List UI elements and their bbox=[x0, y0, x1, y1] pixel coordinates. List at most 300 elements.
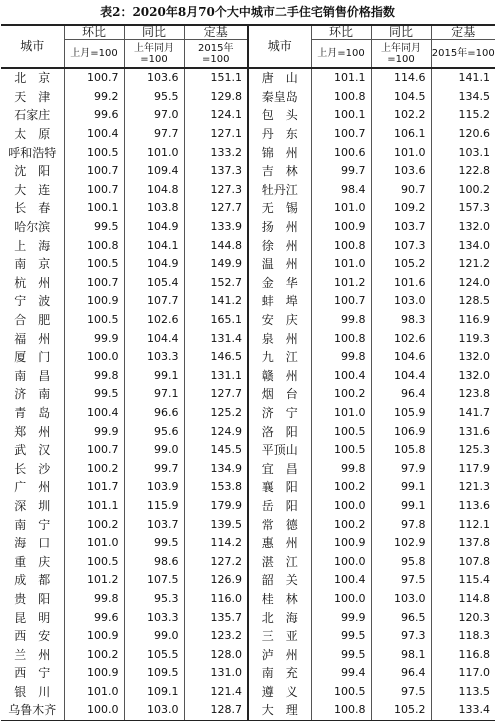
table-row bbox=[1, 404, 495, 423]
yoy-cell: 101.6 bbox=[371, 274, 431, 293]
yoy-cell: 103.3 bbox=[124, 348, 184, 367]
base-cell: 113.5 bbox=[431, 683, 495, 702]
yoy-cell: 109.4 bbox=[124, 162, 184, 181]
yoy-cell: 105.2 bbox=[371, 255, 431, 274]
yoy-cell: 97.7 bbox=[124, 125, 184, 144]
subheader-base-left: 2015年=100 bbox=[184, 40, 248, 69]
yoy-cell: 98.6 bbox=[124, 552, 184, 571]
city-cell: 贵 阳 bbox=[14, 591, 51, 606]
city-cell: 石家庄 bbox=[14, 108, 51, 123]
mom-cell: 100.5 bbox=[64, 143, 124, 162]
city-cell: 烟 台 bbox=[248, 385, 311, 404]
header-city-left: 城市 bbox=[20, 39, 45, 53]
city-cell: 长 沙 bbox=[14, 461, 51, 476]
base-cell: 100.2 bbox=[431, 181, 495, 200]
yoy-cell: 102.6 bbox=[371, 329, 431, 348]
table-row bbox=[1, 552, 495, 571]
table-row bbox=[1, 255, 495, 274]
mom-cell: 100.0 bbox=[311, 497, 371, 516]
base-cell: 134.9 bbox=[184, 459, 248, 478]
city-cell: 重 庆 bbox=[14, 554, 51, 569]
base-cell: 128.7 bbox=[184, 701, 248, 720]
base-cell: 133.2 bbox=[184, 143, 248, 162]
base-cell: 107.8 bbox=[431, 552, 495, 571]
header-mom-left: 环比 bbox=[64, 25, 124, 40]
table-row bbox=[1, 88, 495, 107]
yoy-cell: 104.9 bbox=[124, 255, 184, 274]
yoy-cell: 99.7 bbox=[124, 459, 184, 478]
mom-cell: 99.9 bbox=[311, 608, 371, 627]
yoy-cell: 98.1 bbox=[371, 645, 431, 664]
table-row bbox=[1, 422, 495, 441]
yoy-cell: 95.3 bbox=[124, 590, 184, 609]
yoy-cell: 105.9 bbox=[371, 404, 431, 423]
yoy-cell: 96.4 bbox=[371, 664, 431, 683]
table-row bbox=[1, 571, 495, 590]
city-cell: 长 春 bbox=[14, 201, 51, 216]
base-cell: 114.2 bbox=[184, 534, 248, 553]
yoy-cell: 95.5 bbox=[124, 88, 184, 107]
base-cell: 115.4 bbox=[431, 571, 495, 590]
city-cell: 北 京 bbox=[14, 71, 51, 86]
table-row bbox=[1, 683, 495, 702]
city-cell: 九 江 bbox=[248, 348, 311, 367]
mom-cell: 100.4 bbox=[311, 367, 371, 386]
mom-cell: 99.6 bbox=[64, 608, 124, 627]
mom-cell: 100.2 bbox=[64, 645, 124, 664]
base-cell: 125.2 bbox=[184, 404, 248, 423]
yoy-cell: 102.2 bbox=[371, 106, 431, 125]
mom-cell: 100.5 bbox=[64, 311, 124, 330]
city-cell: 锦 州 bbox=[248, 143, 311, 162]
table-row bbox=[1, 478, 495, 497]
yoy-cell: 103.8 bbox=[124, 199, 184, 218]
mom-cell: 99.7 bbox=[311, 162, 371, 181]
base-cell: 121.4 bbox=[184, 683, 248, 702]
mom-cell: 100.4 bbox=[64, 404, 124, 423]
mom-cell: 99.8 bbox=[311, 311, 371, 330]
base-cell: 128.5 bbox=[431, 292, 495, 311]
mom-cell: 100.9 bbox=[311, 218, 371, 237]
yoy-cell: 107.7 bbox=[124, 292, 184, 311]
yoy-cell: 104.4 bbox=[371, 367, 431, 386]
yoy-cell: 103.7 bbox=[371, 218, 431, 237]
base-cell: 121.2 bbox=[431, 255, 495, 274]
city-cell: 兰 州 bbox=[14, 647, 51, 662]
city-cell: 西 安 bbox=[14, 629, 51, 644]
yoy-cell: 99.1 bbox=[124, 367, 184, 386]
city-cell: 岳 阳 bbox=[248, 497, 311, 516]
mom-cell: 100.8 bbox=[64, 236, 124, 255]
mom-cell: 100.9 bbox=[64, 627, 124, 646]
city-cell: 天 津 bbox=[14, 89, 51, 104]
mom-cell: 100.7 bbox=[311, 292, 371, 311]
base-cell: 141.1 bbox=[431, 68, 495, 88]
mom-cell: 100.8 bbox=[311, 701, 371, 720]
table-row bbox=[1, 701, 495, 720]
base-cell: 144.8 bbox=[184, 236, 248, 255]
mom-cell: 100.2 bbox=[64, 459, 124, 478]
yoy-cell: 103.0 bbox=[371, 292, 431, 311]
mom-cell: 101.2 bbox=[311, 274, 371, 293]
mom-cell: 99.5 bbox=[311, 627, 371, 646]
yoy-cell: 97.3 bbox=[371, 627, 431, 646]
base-cell: 135.7 bbox=[184, 608, 248, 627]
mom-cell: 100.8 bbox=[311, 329, 371, 348]
base-cell: 127.1 bbox=[184, 125, 248, 144]
mom-cell: 98.4 bbox=[311, 181, 371, 200]
city-cell: 牡丹江 bbox=[248, 181, 311, 200]
header-mom-right: 环比 bbox=[311, 25, 371, 40]
city-cell: 桂 林 bbox=[248, 590, 311, 609]
base-cell: 122.8 bbox=[431, 162, 495, 181]
subheader-mom-left: 上月=100 bbox=[64, 40, 124, 69]
city-cell: 赣 州 bbox=[248, 367, 311, 386]
city-cell: 大 理 bbox=[248, 701, 311, 720]
mom-cell: 100.4 bbox=[311, 571, 371, 590]
yoy-cell: 101.0 bbox=[371, 143, 431, 162]
base-cell: 129.8 bbox=[184, 88, 248, 107]
mom-cell: 100.9 bbox=[311, 534, 371, 553]
city-cell: 厦 门 bbox=[14, 350, 51, 365]
base-cell: 117.0 bbox=[431, 664, 495, 683]
base-cell: 127.2 bbox=[184, 552, 248, 571]
city-cell: 福 州 bbox=[14, 331, 51, 346]
mom-cell: 101.0 bbox=[311, 255, 371, 274]
table-title: 表2：2020年8月70个大中城市二手住宅销售价格指数 bbox=[100, 5, 395, 19]
base-cell: 127.7 bbox=[184, 385, 248, 404]
mom-cell: 100.5 bbox=[311, 441, 371, 460]
yoy-cell: 97.9 bbox=[371, 459, 431, 478]
city-cell: 宜 昌 bbox=[248, 459, 311, 478]
city-cell: 秦皇岛 bbox=[248, 88, 311, 107]
base-cell: 139.5 bbox=[184, 515, 248, 534]
yoy-cell: 102.9 bbox=[371, 534, 431, 553]
table-row bbox=[1, 441, 495, 460]
city-cell: 洛 阳 bbox=[248, 422, 311, 441]
city-cell: 湛 江 bbox=[248, 552, 311, 571]
table-row bbox=[1, 645, 495, 664]
base-cell: 145.5 bbox=[184, 441, 248, 460]
mom-cell: 100.2 bbox=[311, 385, 371, 404]
header-yoy-left: 同比 bbox=[124, 25, 184, 40]
table-row bbox=[1, 329, 495, 348]
mom-cell: 100.7 bbox=[311, 125, 371, 144]
yoy-cell: 103.9 bbox=[124, 478, 184, 497]
mom-cell: 101.0 bbox=[64, 683, 124, 702]
city-cell: 杭 州 bbox=[14, 275, 51, 290]
city-cell: 南 宁 bbox=[14, 517, 51, 532]
yoy-cell: 109.1 bbox=[124, 683, 184, 702]
base-cell: 153.8 bbox=[184, 478, 248, 497]
mom-cell: 100.7 bbox=[64, 441, 124, 460]
table-row bbox=[1, 311, 495, 330]
yoy-cell: 106.1 bbox=[371, 125, 431, 144]
city-cell: 太 原 bbox=[14, 127, 51, 142]
yoy-cell: 114.6 bbox=[371, 68, 431, 88]
mom-cell: 100.1 bbox=[311, 106, 371, 125]
city-cell: 南 昌 bbox=[14, 368, 51, 383]
city-cell: 唐 山 bbox=[248, 68, 311, 88]
city-cell: 乌鲁木齐 bbox=[1, 701, 64, 720]
city-cell: 吉 林 bbox=[248, 162, 311, 181]
mom-cell: 101.0 bbox=[64, 534, 124, 553]
base-cell: 119.3 bbox=[431, 329, 495, 348]
yoy-cell: 105.4 bbox=[124, 274, 184, 293]
base-cell: 123.2 bbox=[184, 627, 248, 646]
mom-cell: 100.0 bbox=[64, 701, 124, 720]
city-cell: 西 宁 bbox=[14, 666, 51, 681]
base-cell: 126.9 bbox=[184, 571, 248, 590]
table-row bbox=[1, 292, 495, 311]
city-cell: 扬 州 bbox=[248, 218, 311, 237]
base-cell: 116.0 bbox=[184, 590, 248, 609]
yoy-cell: 99.0 bbox=[124, 627, 184, 646]
yoy-cell: 97.8 bbox=[371, 515, 431, 534]
mom-cell: 99.9 bbox=[64, 329, 124, 348]
base-cell: 141.7 bbox=[431, 404, 495, 423]
yoy-cell: 95.8 bbox=[371, 552, 431, 571]
table-row bbox=[1, 181, 495, 200]
base-cell: 131.4 bbox=[184, 329, 248, 348]
base-cell: 125.3 bbox=[431, 441, 495, 460]
city-cell: 哈尔滨 bbox=[14, 220, 51, 235]
mom-cell: 100.2 bbox=[64, 515, 124, 534]
base-cell: 128.0 bbox=[184, 645, 248, 664]
base-cell: 157.3 bbox=[431, 199, 495, 218]
yoy-cell: 115.9 bbox=[124, 497, 184, 516]
base-cell: 114.8 bbox=[431, 590, 495, 609]
city-cell: 昆 明 bbox=[14, 610, 51, 625]
table-row bbox=[1, 627, 495, 646]
city-cell: 无 锡 bbox=[248, 199, 311, 218]
mom-cell: 101.1 bbox=[64, 497, 124, 516]
base-cell: 127.7 bbox=[184, 199, 248, 218]
mom-cell: 100.0 bbox=[64, 348, 124, 367]
table-row bbox=[1, 199, 495, 218]
mom-cell: 100.8 bbox=[311, 88, 371, 107]
yoy-cell: 105.8 bbox=[371, 441, 431, 460]
table-row bbox=[1, 236, 495, 255]
city-cell: 呼和浩特 bbox=[8, 145, 57, 160]
table-row bbox=[1, 348, 495, 367]
yoy-cell: 102.6 bbox=[124, 311, 184, 330]
mom-cell: 99.2 bbox=[64, 88, 124, 107]
yoy-cell: 97.5 bbox=[371, 571, 431, 590]
city-cell: 襄 阳 bbox=[248, 478, 311, 497]
table-row bbox=[1, 218, 495, 237]
yoy-cell: 107.5 bbox=[124, 571, 184, 590]
city-cell: 北 海 bbox=[248, 608, 311, 627]
city-cell: 武 汉 bbox=[14, 443, 51, 458]
yoy-cell: 104.1 bbox=[124, 236, 184, 255]
mom-cell: 101.0 bbox=[311, 199, 371, 218]
mom-cell: 100.0 bbox=[311, 552, 371, 571]
base-cell: 113.6 bbox=[431, 497, 495, 516]
mom-cell: 99.8 bbox=[311, 459, 371, 478]
yoy-cell: 98.3 bbox=[371, 311, 431, 330]
table-row bbox=[1, 459, 495, 478]
yoy-cell: 99.1 bbox=[371, 497, 431, 516]
mom-cell: 99.8 bbox=[311, 348, 371, 367]
subheader-mom-right: 上月=100 bbox=[311, 40, 371, 69]
base-cell: 131.0 bbox=[184, 664, 248, 683]
mom-cell: 100.2 bbox=[311, 515, 371, 534]
subheader-yoy-right: 上年同月=100 bbox=[371, 40, 431, 69]
price-index-table bbox=[1, 24, 495, 721]
city-cell: 常 德 bbox=[248, 515, 311, 534]
city-cell: 济 宁 bbox=[248, 404, 311, 423]
table-row bbox=[1, 385, 495, 404]
mom-cell: 101.0 bbox=[311, 404, 371, 423]
yoy-cell: 96.5 bbox=[371, 608, 431, 627]
yoy-cell: 103.3 bbox=[124, 608, 184, 627]
yoy-cell: 109.5 bbox=[124, 664, 184, 683]
mom-cell: 100.7 bbox=[64, 68, 124, 88]
base-cell: 124.1 bbox=[184, 106, 248, 125]
header-base-right: 定基 bbox=[431, 25, 495, 40]
city-cell: 南 京 bbox=[14, 257, 51, 272]
yoy-cell: 106.9 bbox=[371, 422, 431, 441]
city-cell: 泉 州 bbox=[248, 329, 311, 348]
mom-cell: 101.7 bbox=[64, 478, 124, 497]
yoy-cell: 103.0 bbox=[124, 701, 184, 720]
base-cell: 118.3 bbox=[431, 627, 495, 646]
city-cell: 大 连 bbox=[14, 182, 51, 197]
yoy-cell: 96.4 bbox=[371, 385, 431, 404]
base-cell: 103.1 bbox=[431, 143, 495, 162]
yoy-cell: 104.4 bbox=[124, 329, 184, 348]
base-cell: 137.3 bbox=[184, 162, 248, 181]
city-cell: 包 头 bbox=[248, 106, 311, 125]
mom-cell: 101.1 bbox=[311, 68, 371, 88]
city-cell: 青 岛 bbox=[14, 405, 51, 420]
city-cell: 海 口 bbox=[14, 536, 51, 551]
mom-cell: 99.5 bbox=[311, 645, 371, 664]
table-row bbox=[1, 274, 495, 293]
table-row bbox=[1, 534, 495, 553]
city-cell: 三 亚 bbox=[248, 627, 311, 646]
mom-cell: 99.5 bbox=[64, 385, 124, 404]
city-cell: 银 川 bbox=[14, 684, 51, 699]
mom-cell: 99.6 bbox=[64, 106, 124, 125]
mom-cell: 100.5 bbox=[311, 683, 371, 702]
table-row bbox=[1, 590, 495, 609]
base-cell: 124.9 bbox=[184, 422, 248, 441]
city-cell: 遵 义 bbox=[248, 683, 311, 702]
base-cell: 120.6 bbox=[431, 125, 495, 144]
base-cell: 132.0 bbox=[431, 367, 495, 386]
yoy-cell: 103.0 bbox=[371, 590, 431, 609]
city-cell: 安 庆 bbox=[248, 311, 311, 330]
mom-cell: 100.5 bbox=[64, 255, 124, 274]
city-cell: 蚌 埠 bbox=[248, 292, 311, 311]
yoy-cell: 103.6 bbox=[124, 68, 184, 88]
base-cell: 132.0 bbox=[431, 218, 495, 237]
city-cell: 合 肥 bbox=[14, 313, 51, 328]
base-cell: 116.8 bbox=[431, 645, 495, 664]
yoy-cell: 103.7 bbox=[124, 515, 184, 534]
table-row bbox=[1, 515, 495, 534]
base-cell: 116.9 bbox=[431, 311, 495, 330]
base-cell: 120.3 bbox=[431, 608, 495, 627]
mom-cell: 100.7 bbox=[64, 181, 124, 200]
city-cell: 丹 东 bbox=[248, 125, 311, 144]
mom-cell: 100.7 bbox=[64, 162, 124, 181]
yoy-cell: 97.1 bbox=[124, 385, 184, 404]
yoy-cell: 105.2 bbox=[371, 701, 431, 720]
mom-cell: 100.5 bbox=[311, 422, 371, 441]
yoy-cell: 109.2 bbox=[371, 199, 431, 218]
mom-cell: 99.9 bbox=[64, 422, 124, 441]
base-cell: 131.6 bbox=[431, 422, 495, 441]
base-cell: 165.1 bbox=[184, 311, 248, 330]
yoy-cell: 97.5 bbox=[371, 683, 431, 702]
base-cell: 179.9 bbox=[184, 497, 248, 516]
city-cell: 广 州 bbox=[14, 480, 51, 495]
yoy-cell: 99.5 bbox=[124, 534, 184, 553]
base-cell: 149.9 bbox=[184, 255, 248, 274]
city-cell: 深 圳 bbox=[14, 498, 51, 513]
mom-cell: 100.7 bbox=[64, 274, 124, 293]
table-row bbox=[1, 664, 495, 683]
mom-cell: 99.5 bbox=[64, 218, 124, 237]
header-yoy-right: 同比 bbox=[371, 25, 431, 40]
base-cell: 133.4 bbox=[431, 701, 495, 720]
base-cell: 124.0 bbox=[431, 274, 495, 293]
header-base-left: 定基 bbox=[184, 25, 248, 40]
city-cell: 温 州 bbox=[248, 255, 311, 274]
city-cell: 郑 州 bbox=[14, 424, 51, 439]
mom-cell: 100.5 bbox=[64, 552, 124, 571]
base-cell: 133.9 bbox=[184, 218, 248, 237]
mom-cell: 100.8 bbox=[311, 236, 371, 255]
base-cell: 137.8 bbox=[431, 534, 495, 553]
city-cell: 平顶山 bbox=[248, 441, 311, 460]
yoy-cell: 104.8 bbox=[124, 181, 184, 200]
table-row bbox=[1, 608, 495, 627]
yoy-cell: 103.6 bbox=[371, 162, 431, 181]
yoy-cell: 107.3 bbox=[371, 236, 431, 255]
yoy-cell: 104.6 bbox=[371, 348, 431, 367]
base-cell: 123.8 bbox=[431, 385, 495, 404]
city-cell: 成 都 bbox=[14, 573, 51, 588]
mom-cell: 100.4 bbox=[64, 125, 124, 144]
base-cell: 132.0 bbox=[431, 348, 495, 367]
base-cell: 112.1 bbox=[431, 515, 495, 534]
yoy-cell: 99.0 bbox=[124, 441, 184, 460]
subheader-base-right: 2015年=100 bbox=[431, 40, 495, 69]
mom-cell: 100.2 bbox=[311, 478, 371, 497]
yoy-cell: 90.7 bbox=[371, 181, 431, 200]
city-cell: 济 南 bbox=[14, 387, 51, 402]
mom-cell: 100.6 bbox=[311, 143, 371, 162]
yoy-cell: 97.0 bbox=[124, 106, 184, 125]
city-cell: 金 华 bbox=[248, 274, 311, 293]
yoy-cell: 101.0 bbox=[124, 143, 184, 162]
yoy-cell: 104.9 bbox=[124, 218, 184, 237]
yoy-cell: 104.5 bbox=[371, 88, 431, 107]
city-cell: 韶 关 bbox=[248, 571, 311, 590]
yoy-cell: 105.5 bbox=[124, 645, 184, 664]
table-row bbox=[1, 125, 495, 144]
yoy-cell: 96.6 bbox=[124, 404, 184, 423]
subheader-yoy-left: 上年同月=100 bbox=[124, 40, 184, 69]
table-row bbox=[1, 106, 495, 125]
city-cell: 上 海 bbox=[14, 238, 51, 253]
city-cell: 沈 阳 bbox=[14, 164, 51, 179]
table-row bbox=[1, 367, 495, 386]
